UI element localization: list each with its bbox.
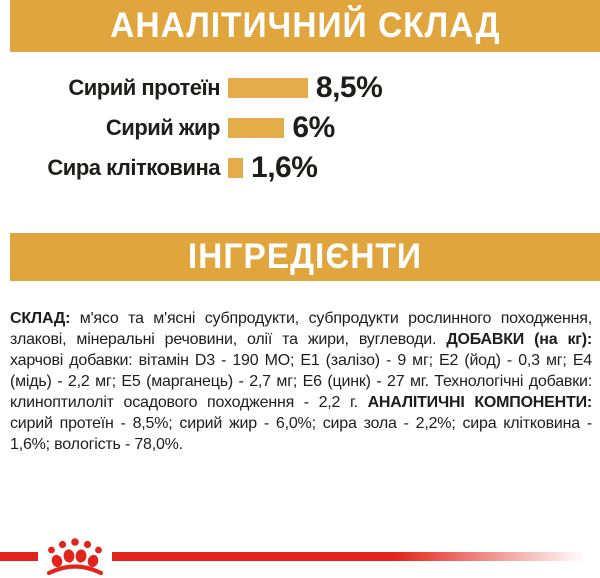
chart-value-label: 8,5% (315, 71, 383, 104)
chart-category-label: Сирий протеїн (68, 75, 220, 100)
brand-line-right (112, 552, 600, 561)
composition-bar-chart (0, 68, 600, 188)
chart-value-label: 1,6% (251, 151, 318, 184)
analytical-components-label: АНАЛІТИЧНІ КОМПОНЕНТИ: (367, 394, 592, 411)
brand-line-left (0, 552, 38, 561)
chart-row-fat (0, 108, 600, 148)
chart-row-fiber (0, 148, 600, 188)
royal-canin-crown-icon (42, 536, 108, 578)
chart-bar (228, 78, 308, 98)
analytical-composition-title: АНАЛІТИЧНИЙ СКЛАД (109, 6, 501, 45)
composition-label: СКЛАД: (10, 310, 71, 327)
ingredients-banner (10, 233, 600, 281)
composition-text: м'ясо та м'ясні субпродукти, субпродукти рослинного походження, злакові, мінеральні речовини, олії та жири, вуглеводи. (10, 310, 592, 348)
analytical-composition-banner (10, 0, 600, 52)
footer-brand-strip (0, 534, 600, 578)
chart-category-label: Сирий жир (105, 115, 220, 140)
additives-text: харчові добавки: вітамін D3 - 190 МО; Е1 (залізо) - 9 мг; Е2 (йод) - 0,3 мг; Е4 (мідь) - 2,2 мг; Е5 (марганець) - 2,7 мг; Е6 (цинк) - 27 мг. Технологічні добавки: клиноптилоліт осадового походження - 2,2 г. (10, 352, 592, 411)
chart-row-protein (0, 68, 600, 108)
ingredients-title: ІНГРЕДІЄНТИ (187, 237, 423, 276)
chart-value-label: 6% (292, 111, 335, 144)
additives-label: ДОБАВКИ (на кг): (446, 331, 592, 348)
chart-category-label: Сира клітковина (47, 155, 220, 180)
analytical-components-text: сирий протеїн - 8,5%; сирий жир - 6,0%; сира зола - 2,2%; сира клітковина - 1,6%; вологість - 78,0%. (10, 415, 592, 453)
ingredients-text (10, 308, 592, 455)
chart-bar (228, 118, 284, 138)
chart-bar (228, 158, 243, 178)
